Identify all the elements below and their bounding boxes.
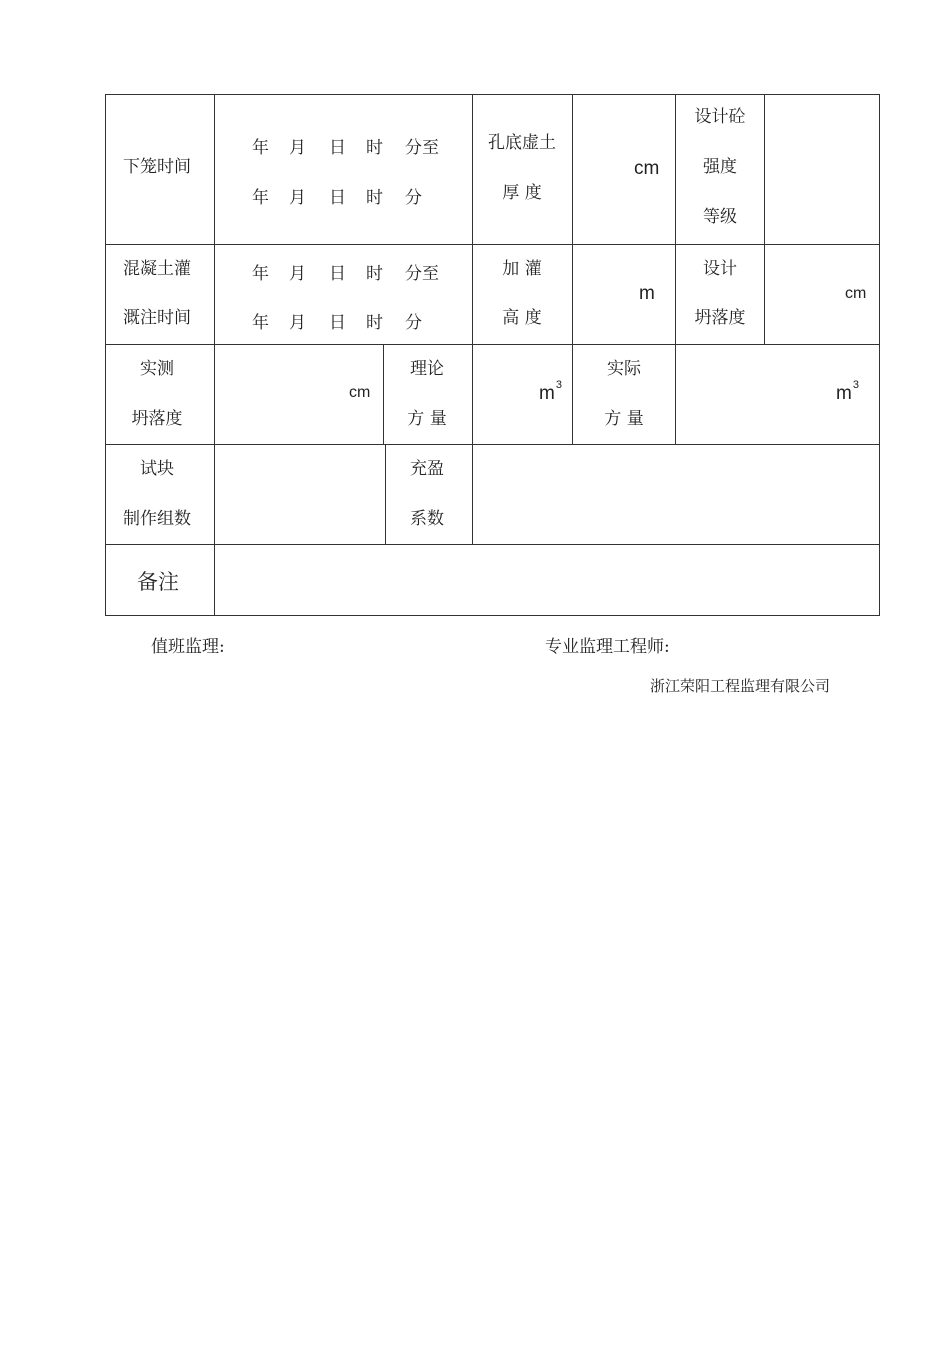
design-slump-label-1: 设计 — [703, 259, 737, 279]
row-divider — [105, 444, 880, 445]
pour-time-start — [0, 259, 950, 284]
month-text: 月 — [289, 188, 306, 208]
design-slump-unit: cm — [845, 285, 867, 302]
cage-time-start — [0, 133, 950, 158]
col-divider — [385, 444, 386, 545]
minute-text: 分 — [405, 188, 422, 208]
cage-time-label: 下笼时间 — [123, 157, 191, 177]
table-border-right — [879, 94, 880, 616]
theory-volume-unit-exp: 3 — [555, 379, 562, 391]
actual-volume-label-2: 方 量 — [604, 409, 644, 429]
hour-text: 时 — [366, 138, 383, 158]
measured-slump-label-2: 坍落度 — [131, 409, 183, 429]
hour-text: 时 — [366, 188, 383, 208]
specimen-label-1: 试块 — [140, 459, 174, 479]
year-text: 年 — [252, 188, 269, 208]
extra-height-label-1: 加 灌 — [502, 259, 542, 279]
theory-volume-label-2: 方 量 — [407, 409, 447, 429]
day-text: 日 — [329, 188, 346, 208]
hour-text: 时 — [366, 264, 383, 284]
month-text: 月 — [289, 264, 306, 284]
design-slump-label-2: 坍落度 — [694, 308, 746, 328]
measured-slump-unit: cm — [349, 384, 371, 401]
fill-factor-label-1: 充盈 — [410, 459, 444, 479]
minute-to-text: 分至 — [405, 138, 439, 158]
engineer-label: 专业监理工程师: — [545, 637, 670, 657]
month-text: 月 — [289, 313, 306, 333]
fill-factor-label-2: 系数 — [410, 509, 444, 529]
day-text: 日 — [329, 264, 346, 284]
day-text: 日 — [329, 313, 346, 333]
sediment-label-1: 孔底虚土 — [488, 133, 556, 153]
design-strength-label-2: 强度 — [703, 157, 737, 177]
extra-height-unit: m — [639, 283, 655, 304]
actual-volume-label-1: 实际 — [607, 359, 641, 379]
row-divider — [105, 544, 880, 545]
specimen-label-2: 制作组数 — [123, 509, 191, 529]
theory-volume-unit — [539, 379, 562, 405]
table-border-left — [105, 94, 106, 616]
actual-volume-unit-exp: 3 — [852, 379, 859, 391]
year-text: 年 — [252, 138, 269, 158]
day-text: 日 — [329, 138, 346, 158]
company-name: 浙江荣阳工程监理有限公司 — [650, 677, 831, 695]
measured-slump-label-1: 实测 — [140, 359, 174, 379]
year-text: 年 — [252, 264, 269, 284]
year-text: 年 — [252, 313, 269, 333]
minute-to-text: 分至 — [405, 264, 439, 284]
hour-text: 时 — [366, 313, 383, 333]
table-border-bottom — [105, 615, 880, 616]
actual-volume-unit-base: m — [836, 383, 852, 404]
remarks-label: 备注 — [137, 570, 179, 594]
sediment-unit: cm — [634, 158, 660, 179]
pour-time-label-2: 溉注时间 — [123, 308, 191, 328]
duty-supervisor-label: 值班监理: — [151, 637, 225, 657]
minute-text: 分 — [405, 313, 422, 333]
extra-height-label-2: 高 度 — [502, 308, 542, 328]
col-divider — [472, 344, 473, 545]
cage-time-end — [0, 183, 950, 208]
month-text: 月 — [289, 138, 306, 158]
pour-time-end — [0, 308, 950, 333]
col-divider — [383, 344, 384, 445]
theory-volume-label-1: 理论 — [410, 359, 444, 379]
sediment-label-2: 厚 度 — [502, 183, 542, 203]
col-divider — [214, 94, 215, 616]
theory-volume-unit-base: m — [539, 383, 555, 404]
design-strength-label-1: 设计砼 — [694, 107, 746, 127]
actual-volume-unit — [836, 379, 859, 405]
design-strength-label-3: 等级 — [703, 207, 737, 227]
pour-time-label-1: 混凝土灌 — [123, 259, 191, 279]
